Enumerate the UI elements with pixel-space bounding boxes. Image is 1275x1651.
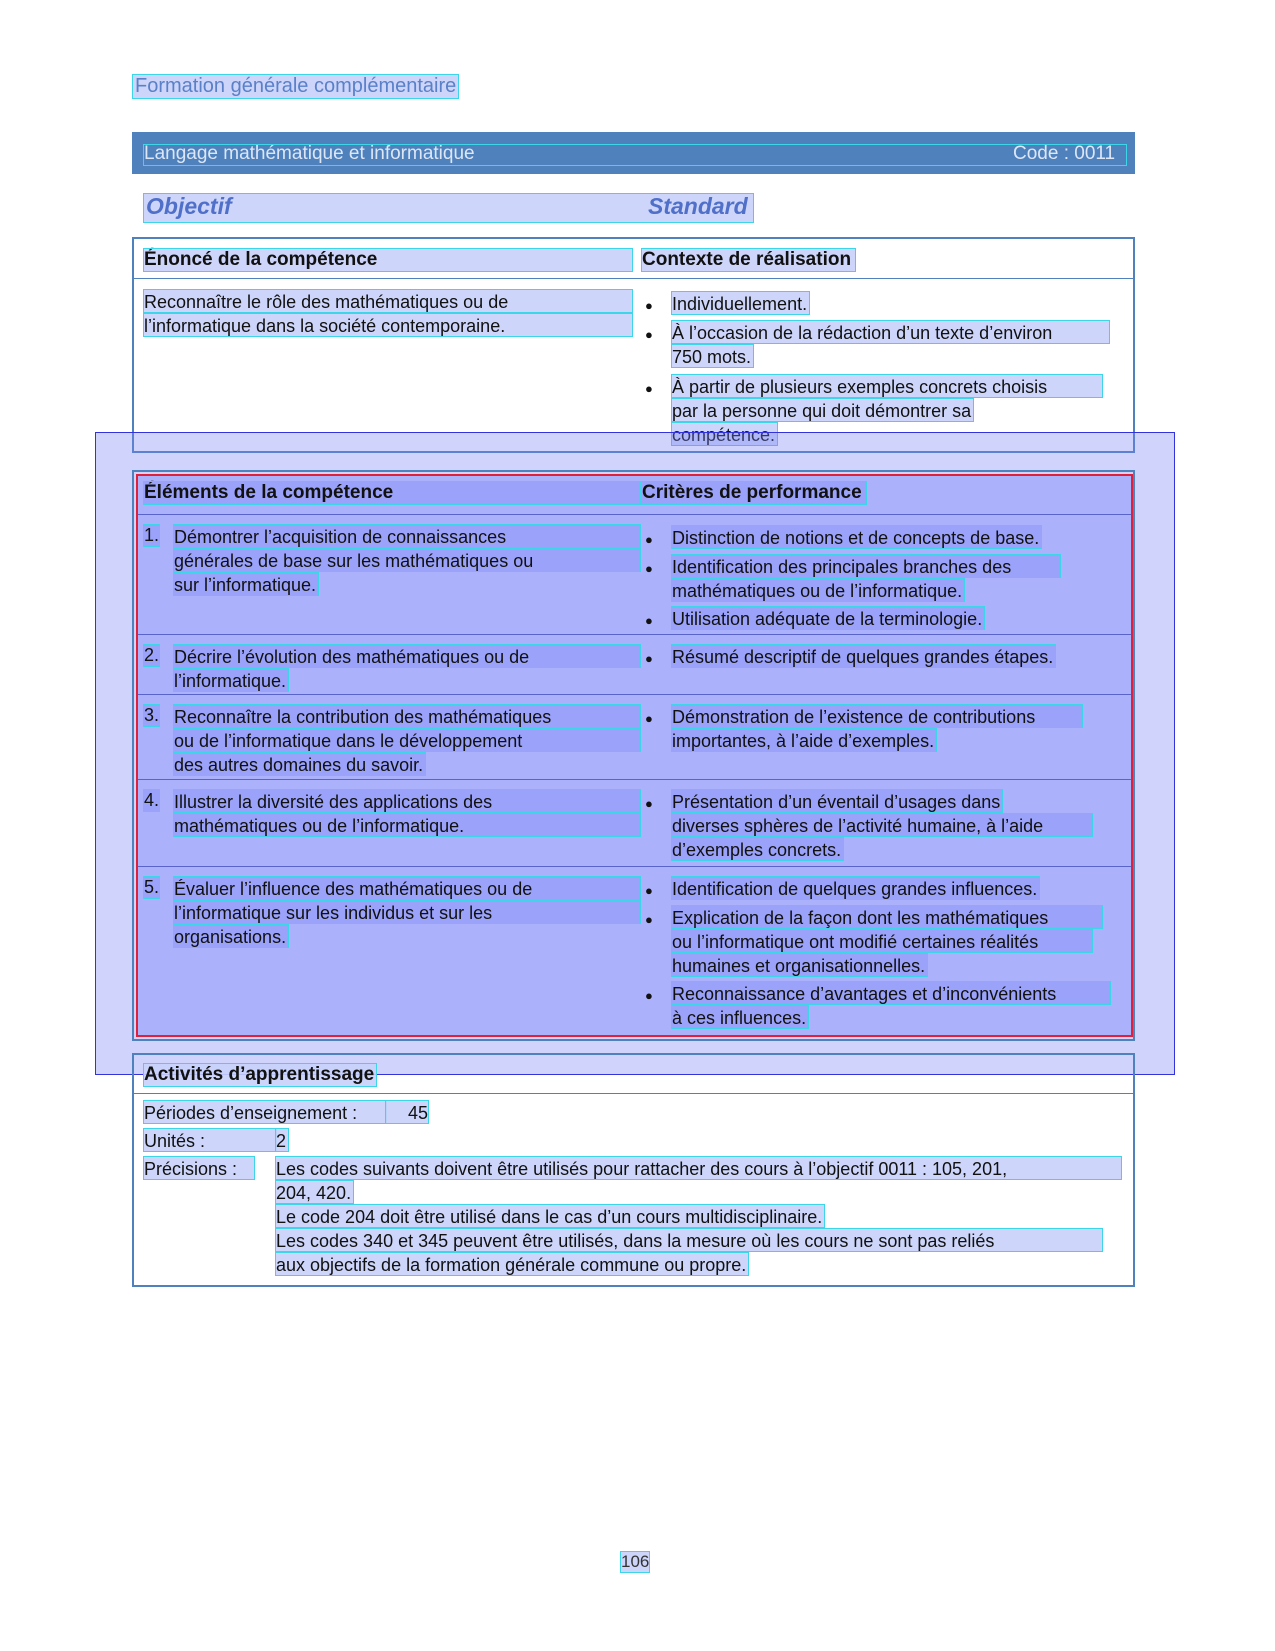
- element-line: des autres domaines du savoir.: [174, 755, 424, 775]
- criterion-line: Identification de quelques grandes influences.: [672, 879, 1038, 899]
- units-value: 2: [276, 1131, 287, 1151]
- bullet-icon: ●: [645, 988, 653, 1003]
- criterion-line: à ces influences.: [672, 1008, 807, 1028]
- element-line: l’informatique sur les individus et sur les: [174, 901, 640, 923]
- criterion-line: Explication de la façon dont les mathématiques: [672, 906, 1102, 928]
- precisions-label: Précisions :: [144, 1157, 254, 1179]
- bullet-icon: ●: [645, 381, 653, 396]
- bullet-icon: ●: [645, 298, 653, 313]
- element-line: l’informatique.: [174, 671, 287, 691]
- criterion-line: Résumé descriptif de quelques grandes étapes.: [672, 647, 1054, 667]
- activities-heading: Activités d’apprentissage: [144, 1064, 375, 1085]
- elements-divider: [138, 514, 1131, 515]
- periods-label: Périodes d’enseignement :: [144, 1101, 386, 1123]
- bullet-icon: ●: [645, 711, 653, 726]
- competence-heading: Énoncé de la compétence: [144, 249, 632, 271]
- element-line: Illustrer la diversité des applications des: [174, 790, 640, 812]
- criterion-line: Présentation d’un éventail d’usages dans: [672, 792, 1001, 812]
- page-number: 106: [621, 1552, 650, 1571]
- context-line: À partir de plusieurs exemples concrets choisis: [672, 375, 1102, 397]
- element-line: Évaluer l’influence des mathématiques ou de: [174, 877, 640, 899]
- banner-code: Code : 0011: [1013, 143, 1116, 164]
- criterion-line: Identification des principales branches des: [672, 555, 1060, 577]
- bullet-icon: ●: [645, 651, 653, 666]
- bullet-icon: ●: [645, 796, 653, 811]
- element-line: générales de base sur les mathématiques ou: [174, 549, 640, 571]
- document-header: Formation générale complémentaire: [135, 75, 457, 97]
- element-number: 3.: [144, 705, 160, 725]
- precisions-line: aux objectifs de la formation générale commune ou propre.: [276, 1255, 747, 1275]
- criterion-line: diverses sphères de l’activité humaine, à l’aide: [672, 814, 1092, 836]
- context-heading: Contexte de réalisation: [642, 249, 855, 271]
- element-number: 2.: [144, 645, 160, 665]
- element-number: 4.: [144, 790, 160, 810]
- element-number: 1.: [144, 525, 160, 545]
- criterion-line: mathématiques ou de l’informatique.: [672, 581, 963, 601]
- criterion-line: Distinction de notions et de concepts de base.: [672, 528, 1040, 548]
- element-line: ou de l’informatique dans le développement: [174, 729, 640, 751]
- bullet-icon: ●: [645, 613, 653, 628]
- context-line: À l’occasion de la rédaction d’un texte d’environ: [672, 321, 1109, 343]
- criterion-line: d’exemples concrets.: [672, 840, 842, 860]
- row-divider: [138, 866, 1131, 867]
- precisions-line: 204, 420.: [276, 1183, 352, 1203]
- criterion-line: Utilisation adéquate de la terminologie.: [672, 609, 983, 629]
- bullet-icon: ●: [645, 327, 653, 342]
- element-line: mathématiques ou de l’informatique.: [174, 814, 640, 836]
- standard-label: Standard: [648, 193, 748, 219]
- element-line: Décrire l’évolution des mathématiques ou de: [174, 645, 640, 667]
- competence-statement-line: l’informatique dans la société contemporaine.: [144, 314, 632, 336]
- competence-divider: [134, 278, 1133, 279]
- bullet-icon: ●: [645, 883, 653, 898]
- precisions-line: Les codes 340 et 345 peuvent être utilisés, dans la mesure où les cours ne sont pas reliés: [276, 1229, 1102, 1251]
- precisions-line: Les codes suivants doivent être utilisés pour rattacher des cours à l’objectif 0011 : 105, 201,: [276, 1157, 1121, 1179]
- element-line: sur l’informatique.: [174, 575, 317, 595]
- row-divider: [138, 779, 1131, 780]
- row-divider: [138, 634, 1131, 635]
- context-line: par la personne qui doit démontrer sa: [672, 401, 972, 421]
- periods-value: 45: [386, 1101, 428, 1123]
- objectif-label: Objectif: [146, 193, 232, 219]
- element-line: Démontrer l’acquisition de connaissances: [174, 525, 640, 547]
- competence-statement-line: Reconnaître le rôle des mathématiques ou de: [144, 290, 632, 312]
- criterion-line: Démonstration de l’existence de contributions: [672, 705, 1082, 727]
- criterion-line: importantes, à l’aide d’exemples.: [672, 731, 935, 751]
- element-line: organisations.: [174, 927, 287, 947]
- element-number: 5.: [144, 877, 160, 897]
- context-line: 750 mots.: [672, 347, 752, 367]
- elements-heading: Éléments de la compétence: [144, 482, 640, 504]
- context-line: Individuellement.: [672, 294, 808, 314]
- criterion-line: ou l’informatique ont modifié certaines réalités: [672, 930, 1092, 952]
- row-divider: [138, 694, 1131, 695]
- activities-divider: [134, 1093, 1133, 1094]
- criteria-heading: Critères de performance: [642, 482, 866, 504]
- context-line: compétence.: [672, 425, 776, 445]
- bullet-icon: ●: [645, 912, 653, 927]
- bullet-icon: ●: [645, 532, 653, 547]
- bullet-icon: ●: [645, 561, 653, 576]
- criterion-line: humaines et organisationnelles.: [672, 956, 926, 976]
- criterion-line: Reconnaissance d’avantages et d’inconvénients: [672, 982, 1110, 1004]
- precisions-line: Le code 204 doit être utilisé dans le cas d’un cours multidisciplinaire.: [276, 1207, 823, 1227]
- units-label: Unités :: [144, 1129, 276, 1151]
- banner-title: Langage mathématique et informatique: [144, 143, 475, 164]
- element-line: Reconnaître la contribution des mathématiques: [174, 705, 640, 727]
